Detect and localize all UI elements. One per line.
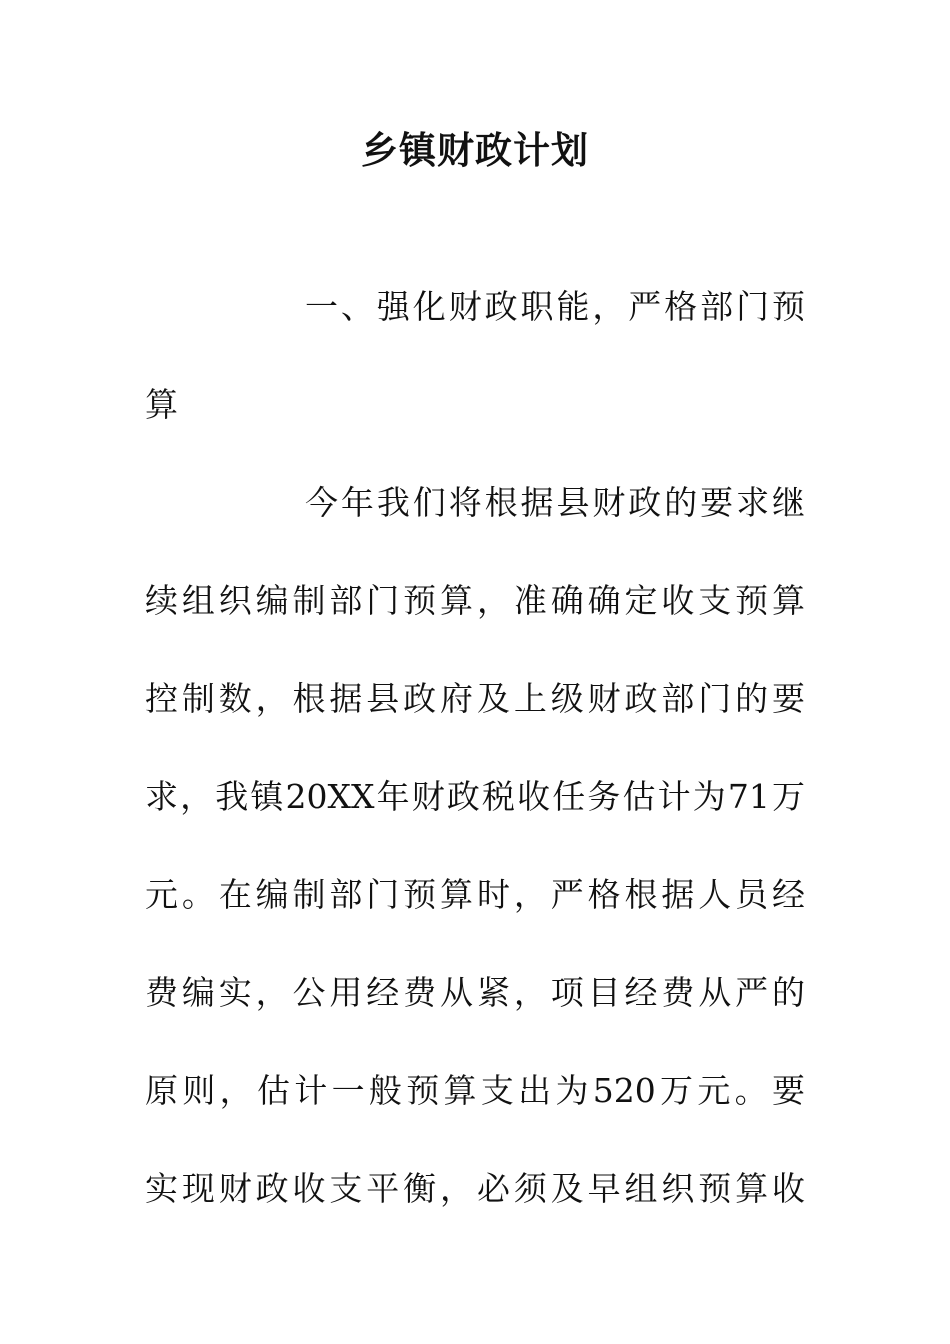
paragraph-line: 费编实，公用经费从紧，项目经费从严的 xyxy=(145,973,805,1012)
paragraph-line: 今年我们将根据县财政的要求继 xyxy=(305,483,805,522)
paragraph-line: 实现财政收支平衡，必须及早组织预算收 xyxy=(145,1169,805,1208)
section-heading-line: 算 xyxy=(145,385,178,424)
document-body xyxy=(145,258,805,1238)
paragraph-line: 元。在编制部门预算时，严格根据人员经 xyxy=(145,875,805,914)
paragraph-line: 求，我镇20XX年财政税收任务估计为71万 xyxy=(145,777,805,816)
paragraph-line: 原则，估计一般预算支出为520万元。要 xyxy=(145,1071,805,1110)
paragraph-line: 续组织编制部门预算，准确确定收支预算 xyxy=(145,581,805,620)
paragraph-line: 控制数，根据县政府及上级财政部门的要 xyxy=(145,679,805,718)
document-title: 乡镇财政计划 xyxy=(361,128,589,172)
section-heading-line: 一、强化财政职能，严格部门预 xyxy=(305,287,805,326)
